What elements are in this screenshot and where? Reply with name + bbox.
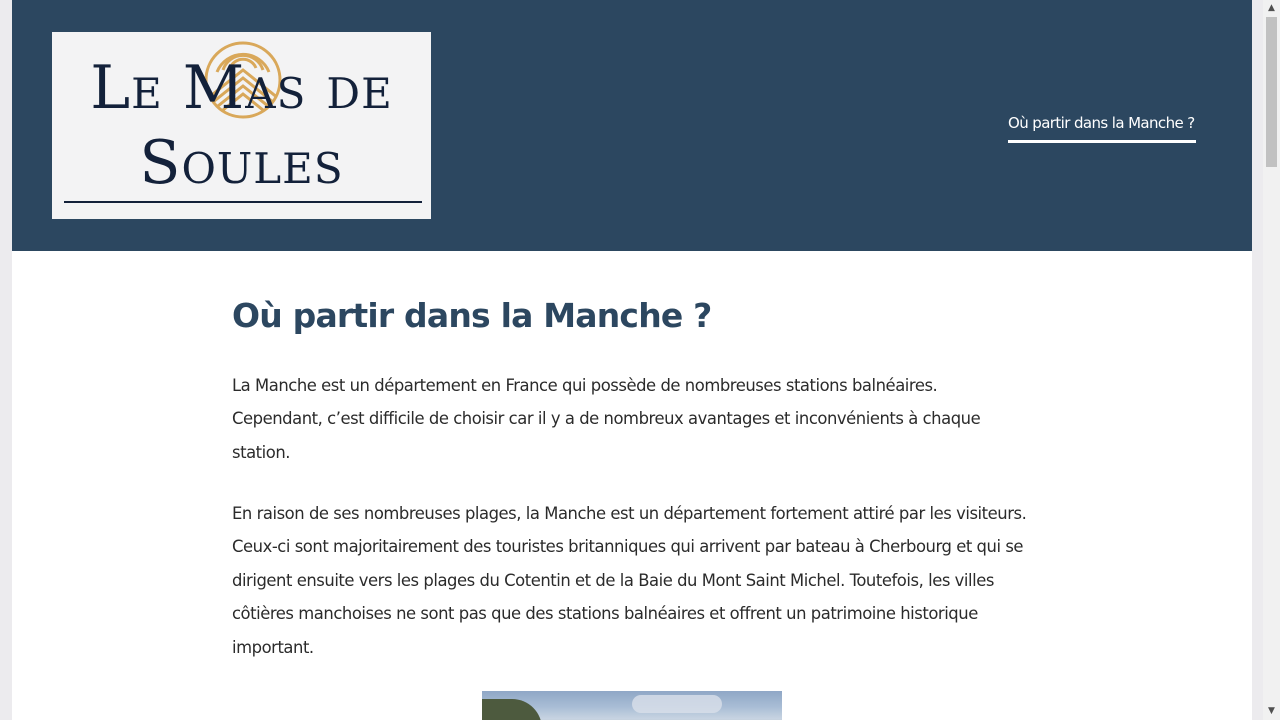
site-header — [12, 0, 1252, 251]
photo-tree — [482, 699, 542, 720]
paragraph-intro: La Manche est un département en France qui possède de nombreuses stations balnéaires. Cependant, c’est difficile de choisir car il y a de nombreux avantages et inconvénients à chaque station. — [232, 376, 981, 462]
landscape-photo — [482, 691, 782, 720]
logo-text-line-2: Soules — [139, 128, 344, 198]
site-logo[interactable] — [52, 32, 431, 219]
triangle-up-icon[interactable]: ▲ — [1268, 3, 1275, 13]
paragraph-tourism: En raison de ses nombreuses plages, la Manche est un département fortement attiré par les visiteurs. Ceux-ci sont majoritairement des touristes britanniques qui arrivent par bateau à Cherbourg et qui se dirigent ensuite vers les plages du Cotentin et de la Baie du Mont Saint Michel. Toutefois, les villes côtières manchoises ne sont pas que des stations balnéaires et offrent un patrimoine historique important. — [232, 504, 1027, 657]
logo-text-line-1: Le Mas de — [90, 53, 393, 123]
scrollbar-thumb[interactable] — [1266, 17, 1277, 167]
logo-underline — [64, 201, 422, 203]
photo-cloud — [632, 695, 722, 713]
nav-link-ou-partir[interactable]: Où partir dans la Manche ? — [1008, 114, 1196, 143]
page — [12, 0, 1252, 720]
page-scrollbar[interactable] — [1263, 0, 1280, 720]
page-title: Où partir dans la Manche ? — [232, 296, 712, 335]
triangle-down-icon[interactable]: ▼ — [1268, 706, 1275, 716]
